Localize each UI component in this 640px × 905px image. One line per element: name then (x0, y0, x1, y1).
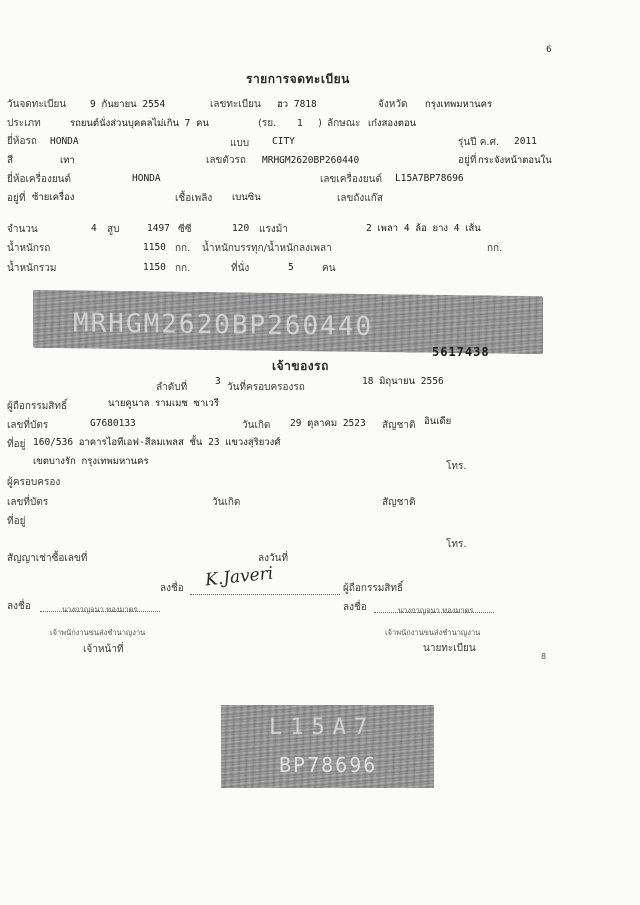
registrar-sign-label: ลงชื่อ (343, 602, 367, 613)
nation-value: อินเดีย (424, 416, 452, 427)
holder-value: นายคูนาล รามเมช ซาเวรี (108, 398, 219, 409)
engine-brand-value: HONDA (132, 173, 161, 184)
owner-order-label: ลำดับที่ (156, 382, 188, 393)
model-label: แบบ (230, 138, 250, 149)
reg-no-label: เลขทะเบียน (210, 99, 261, 110)
reg-date-label: วันจดทะเบียน (7, 99, 67, 110)
occupant-label: ผู้ครอบครอง (7, 477, 61, 488)
official-name: นางกาญจนา ทองมาตร (62, 605, 138, 614)
id-label: เลขที่บัตร (7, 420, 49, 431)
engine-brand-label: ยี่ห้อเครื่องยนต์ (7, 174, 72, 185)
type-label: ประเภท (7, 118, 41, 129)
registrar-title: เจ้าพนักงานขนส่งชำนาญงาน (385, 628, 481, 637)
load-unit: กก. (487, 243, 503, 254)
address-line2: เขตบางรัก กรุงเทพมหานคร (33, 456, 149, 467)
holder-sign-caption: ผู้ถือกรรมสิทธิ์ (343, 583, 404, 594)
engine-loc-value: ซ้ายเครื่อง (32, 192, 75, 203)
color-label: สี (7, 155, 14, 166)
count-value: 4 (91, 223, 97, 234)
cc-label: ซีซี (178, 224, 192, 235)
total-weight-unit: กก. (175, 263, 191, 274)
province-label: จังหวัด (378, 99, 408, 110)
margin-mark: 8 (541, 652, 547, 661)
official-caption: เจ้าหน้าที่ (83, 644, 124, 655)
weight-unit: กก. (175, 243, 191, 254)
holder-label: ผู้ถือกรรมสิทธิ์ (7, 401, 68, 412)
province-value: กรุงเทพมหานคร (425, 99, 493, 110)
holder-sign-line (190, 594, 340, 595)
seat-value: 5 (288, 262, 294, 273)
official-title: เจ้าพนักงานขนส่งชำนาญงาน (50, 628, 146, 637)
cyl-label: สูบ (107, 224, 120, 235)
address-label: ที่อยู่ (7, 439, 26, 450)
lease-date-label: ลงวันที่ (258, 553, 289, 564)
engine-no-label: เลขเครื่องยนต์ (320, 174, 382, 185)
page-number: 6 (546, 45, 552, 55)
lease-contract-label: สัญญาเช่าซื้อเลขที่ (7, 553, 88, 564)
seat-label: ที่นั่ง (231, 263, 250, 274)
cc-value: 1497 (147, 223, 170, 234)
id-value: G7680133 (90, 418, 136, 429)
brand-label: ยี่ห้อรถ (7, 136, 37, 147)
engine-rubbing-image (221, 705, 434, 788)
year-value: 2011 (514, 136, 537, 147)
document-title: รายการจดทะเบียน (246, 72, 350, 86)
owner-tel-label: โทร. (446, 461, 467, 472)
year-label: รุ่นปี ค.ศ. (458, 137, 500, 148)
chassis-value: MRHGM2620BP260440 (262, 155, 360, 166)
seat-unit: คน (322, 263, 336, 274)
official-sign-label: ลงชื่อ (7, 601, 31, 612)
fuel-value: เบนซิน (232, 192, 261, 203)
count-label: จำนวน (7, 224, 38, 235)
occupant-birth-label: วันเกิด (212, 497, 241, 508)
registrar-caption: นายทะเบียน (423, 643, 476, 654)
weight-label: น้ำหนักรถ (7, 243, 51, 254)
type-value: รถยนต์นั่งส่วนบุคคลไม่เกิน 7 คน (70, 118, 209, 129)
engine-no-value: L15A7BP78696 (395, 173, 464, 184)
chassis-loc-value: กระจังหน้าตอนใน (478, 155, 552, 166)
ry-value: 1 (297, 118, 303, 129)
holder-signature: K.Javeri (204, 563, 275, 591)
chassis-label: เลขตัวรถ (206, 155, 246, 166)
ry-close: ) (318, 118, 322, 129)
ry-label: (รย. (258, 118, 277, 129)
hp-label: แรงม้า (259, 224, 288, 235)
load-label: น้ำหนักบรรทุก/น้ำหนักลงเพลา (202, 243, 332, 254)
total-weight-value: 1150 (143, 262, 166, 273)
gas-label: เลขถังแก๊ส (337, 193, 383, 204)
axle-value: 2 เพลา 4 ล้อ ยาง 4 เส้น (366, 223, 481, 234)
model-value: CITY (272, 136, 295, 147)
color-value: เทา (60, 155, 75, 166)
occupant-address-label: ที่อยู่ (7, 516, 26, 527)
style-label: ลักษณะ (327, 118, 361, 129)
address-line1: 160/536 อาคารไอทีเอฟ-สีลมเพลส ชั้น 23 แขวงสุริยวงศ์ (33, 437, 281, 448)
possess-date-value: 18 มิถุนายน 2556 (362, 376, 444, 387)
occupant-nation-label: สัญชาติ (382, 497, 416, 508)
nation-label: สัญชาติ (382, 420, 416, 431)
holder-sign-label: ลงชื่อ (160, 583, 184, 594)
owner-order-value: 3 (215, 376, 221, 387)
fuel-label: เชื้อเพลิง (175, 193, 213, 204)
occupant-tel-label: โทร. (446, 539, 467, 550)
style-value: เก๋งสองตอน (368, 118, 417, 129)
chassis-loc-label: อยู่ที่ (458, 155, 477, 166)
possess-date-label: วันที่ครอบครองรถ (227, 382, 305, 393)
reg-no-value: ฮว 7818 (277, 99, 317, 110)
occupant-id-label: เลขที่บัตร (7, 497, 49, 508)
brand-value: HONDA (50, 136, 79, 147)
birth-value: 29 ตุลาคม 2523 (290, 418, 366, 429)
engine-loc-label: อยู่ที่ (7, 193, 26, 204)
weight-value: 1150 (143, 242, 166, 253)
registrar-name: นางกาญจนา ทองมาตร (398, 606, 474, 615)
total-weight-label: น้ำหนักรวม (7, 263, 57, 274)
owner-heading: เจ้าของรถ (272, 359, 329, 373)
engine-rubbing-line2: BP78696 (279, 753, 378, 777)
engine-rubbing-line1: L15A7 (269, 715, 376, 740)
birth-label: วันเกิด (242, 420, 271, 431)
rubbing-serial: 5617438 (432, 345, 490, 359)
hp-value: 120 (232, 223, 250, 234)
reg-date-value: 9 กันยายน 2554 (90, 99, 166, 110)
chassis-rubbing-text: MRHGM2620BP260440 (73, 308, 374, 343)
